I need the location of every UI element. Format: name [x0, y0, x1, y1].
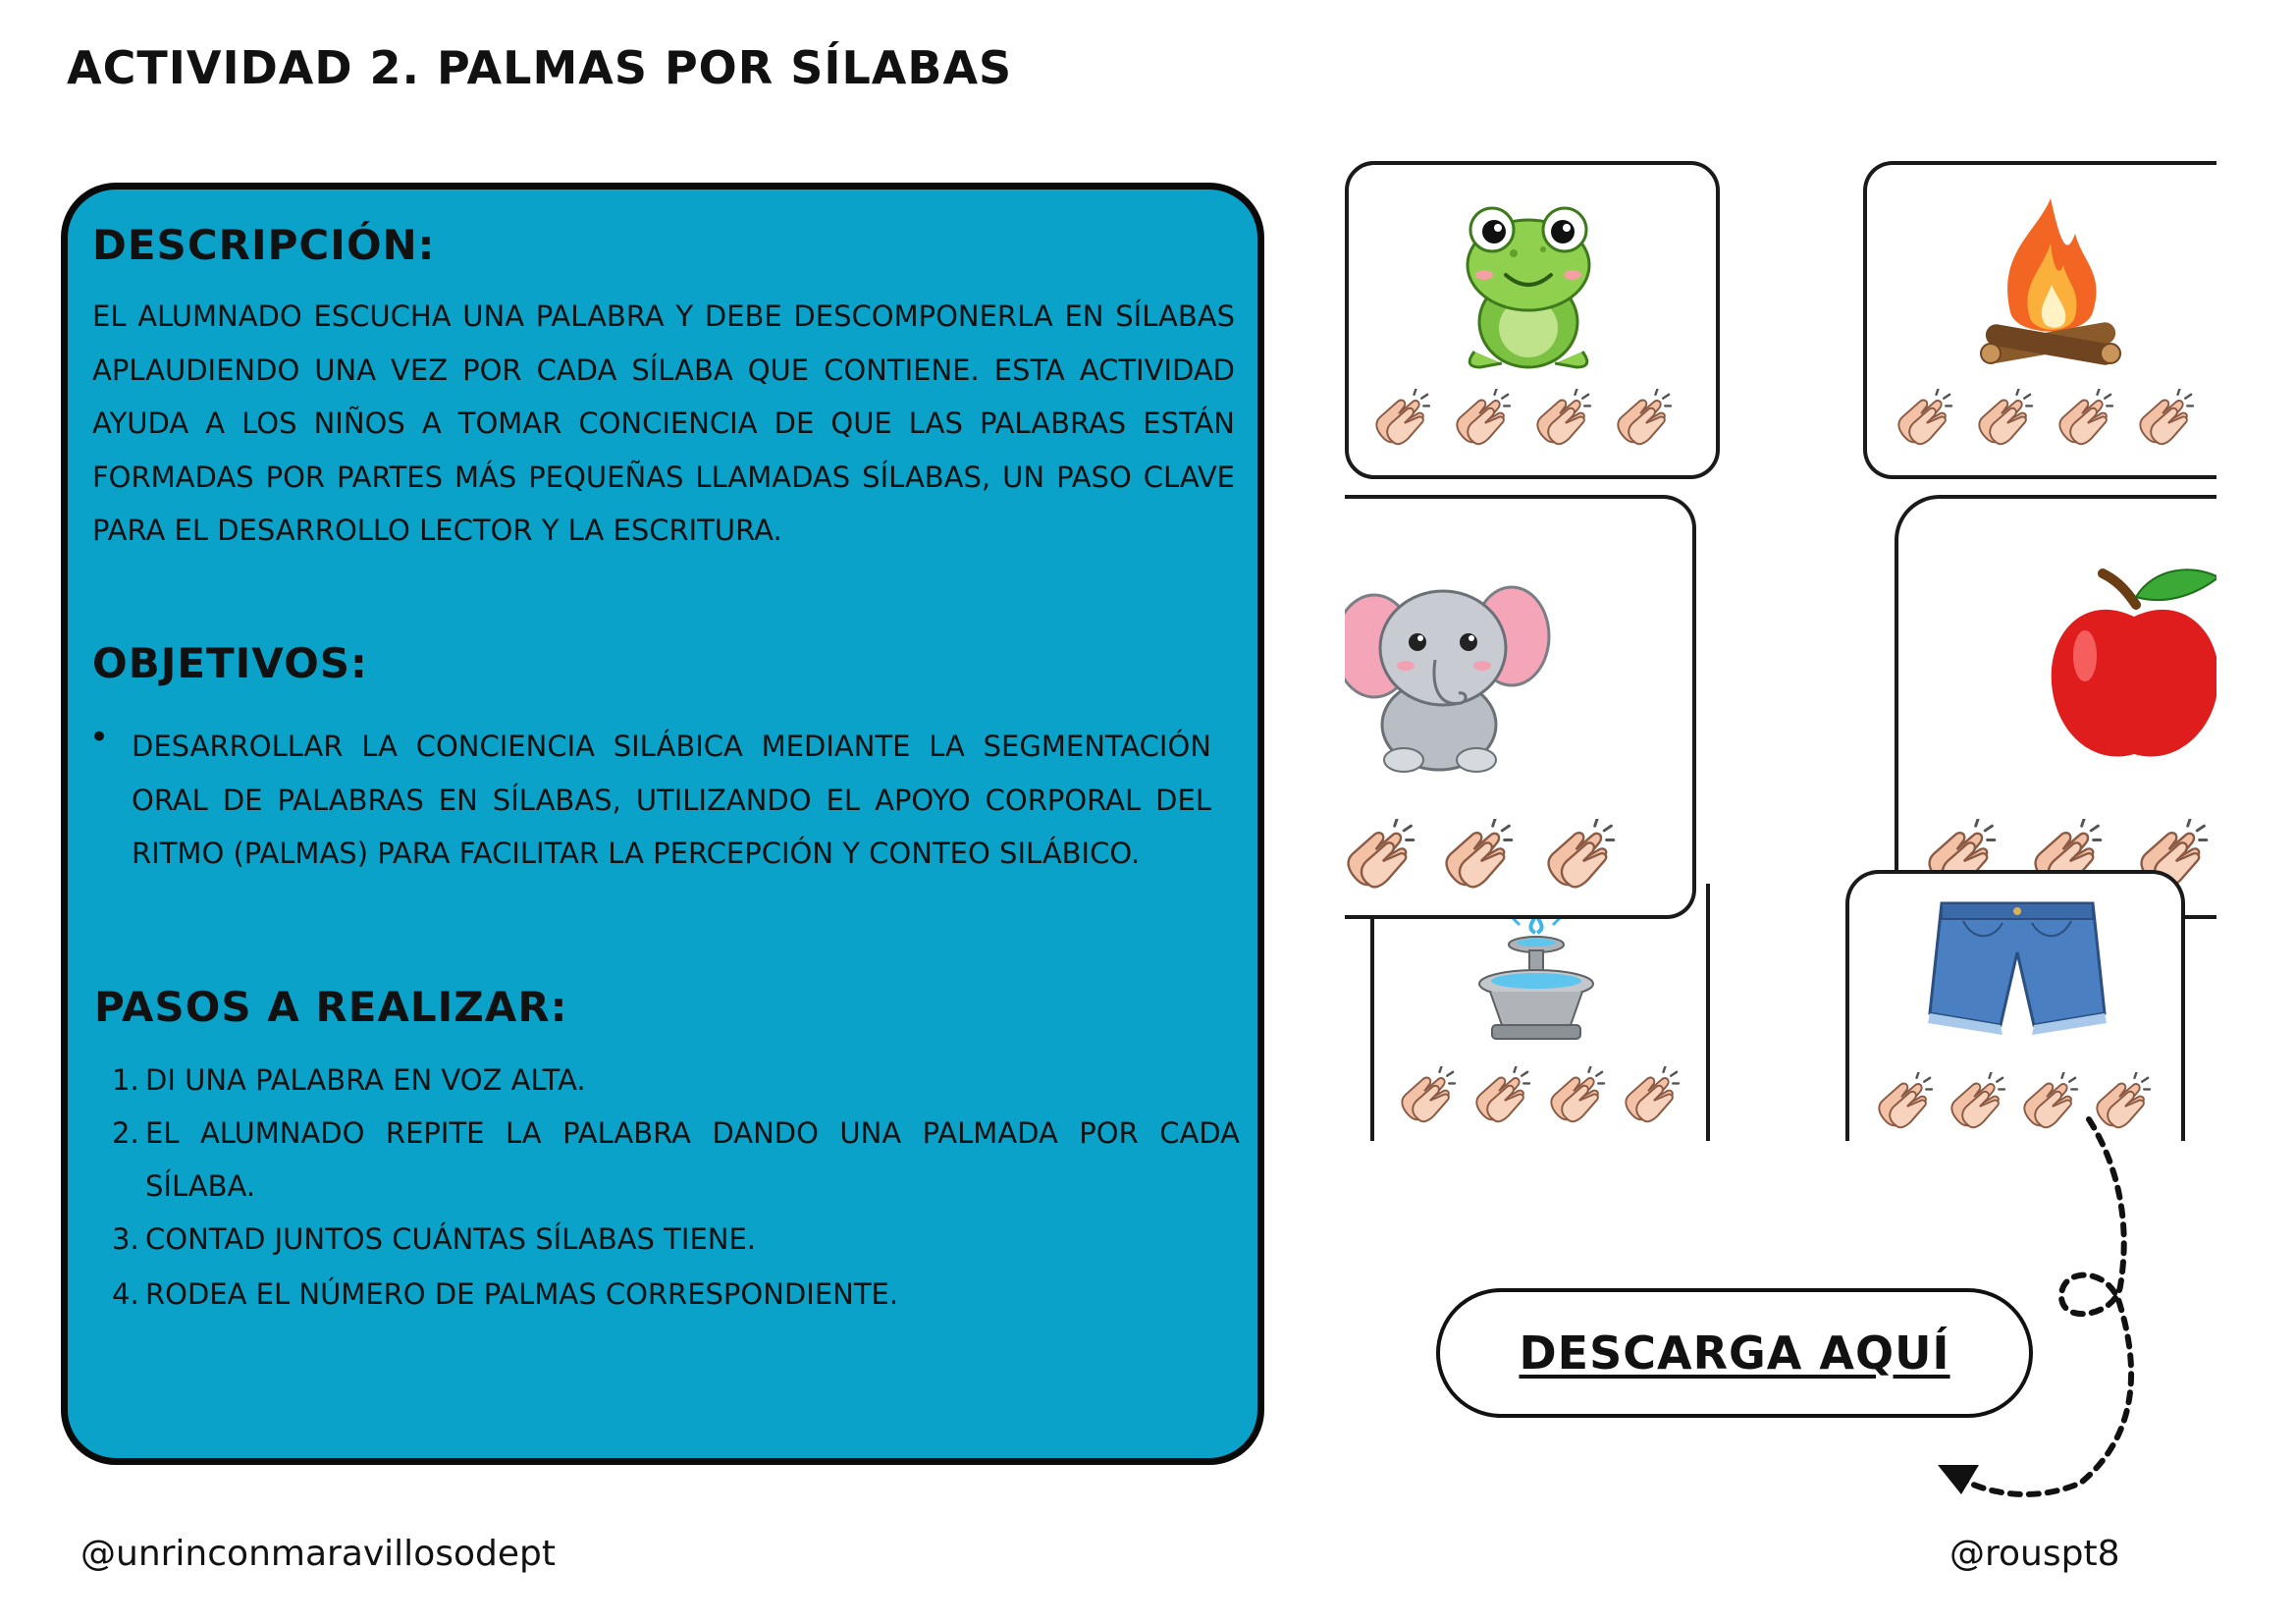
clap-icon	[2050, 389, 2118, 448]
paso-item	[112, 1268, 1241, 1321]
syllable-card-campfire	[1863, 161, 2216, 479]
clap-icon	[1435, 819, 1518, 892]
paso-item	[112, 1054, 1241, 1107]
clap-icon	[1541, 1066, 1610, 1125]
clap-icon	[1616, 1066, 1684, 1125]
syllable-card-fountain	[1370, 884, 1710, 1141]
pasos-heading: PASOS A REALIZAR:	[94, 983, 568, 1031]
clap-icon	[1345, 819, 1419, 892]
activity-info-card	[61, 183, 1264, 1465]
clap-icon	[1366, 389, 1435, 448]
syllable-card-elephant	[1345, 495, 1696, 919]
paso-number: 2.	[112, 1116, 139, 1150]
clap-icon	[2130, 389, 2199, 448]
paso-text: RODEA EL NÚMERO DE PALMAS CORRESPONDIENTE.	[145, 1277, 899, 1311]
syllable-card-frog	[1345, 161, 1720, 479]
clap-icon	[1527, 389, 1596, 448]
paso-text: EL ALUMNADO REPITE LA PALABRA DANDO UNA PALMADA POR CADA SÍLABA.	[145, 1116, 1240, 1203]
clap-icon	[1447, 389, 1516, 448]
paso-number: 3.	[112, 1222, 139, 1256]
fountain-icon	[1472, 909, 1600, 1043]
descripcion-text: EL ALUMNADO ESCUCHA UNA PALABRA Y DEBE DESCOMPONERLA EN SÍLABAS APLAUDIENDO UNA VEZ POR CADA SÍLABA QUE CONTIENE. ESTA ACTIVIDAD AYUDA A LOS NIÑOS A TOMAR CONCIENCIA DE QUE LAS PALABRAS ESTÁN FORMADAS POR PARTES MÁS PEQUEÑAS LLAMADAS SÍLABAS, UN PASO CLAVE PARA EL DESARROLLO LECTOR Y LA ESCRITURA.	[92, 299, 1235, 547]
shorts-icon	[1924, 897, 2110, 1035]
paso-number: 1.	[112, 1063, 139, 1097]
elephant-icon	[1345, 577, 1553, 774]
descripcion-heading: DESCRIPCIÓN:	[92, 221, 436, 269]
apple-icon	[2046, 558, 2216, 774]
clap-icon	[1537, 819, 1620, 892]
handle-left: @unrinconmaravillosodept	[80, 1534, 556, 1574]
paso-item	[112, 1107, 1241, 1213]
page-title: ACTIVIDAD 2. PALMAS POR SÍLABAS	[67, 41, 1013, 94]
objetivos-heading: OBJETIVOS:	[92, 639, 368, 687]
objetivo-item: DESARROLLAR LA CONCIENCIA SILÁBICA MEDIANTE LA SEGMENTACIÓN ORAL DE PALABRAS EN SÍLABAS, UTILIZANDO EL APOYO CORPORAL DEL RITMO (PALMAS) PARA FACILITAR LA PERCEPCIÓN Y CONTEO SILÁBICO.	[132, 730, 1211, 870]
syllable-card-shorts	[1845, 870, 2185, 1141]
paso-item	[112, 1213, 1241, 1266]
clap-icon	[1392, 1066, 1461, 1125]
download-button[interactable]	[1436, 1288, 2033, 1418]
handle-right: @rouspt8	[1949, 1534, 2120, 1574]
clap-icon	[1889, 389, 1957, 448]
clap-icon	[1608, 389, 1677, 448]
syllable-card-apple	[1895, 495, 2216, 919]
bullet-dot: •	[89, 718, 110, 757]
download-button-label: DESCARGA AQUÍ	[1519, 1326, 1950, 1380]
campfire-icon	[1977, 194, 2124, 381]
paso-text: DI UNA PALABRA EN VOZ ALTA.	[145, 1063, 586, 1097]
clap-icon	[1467, 1066, 1535, 1125]
paso-text: CONTAD JUNTOS CUÁNTAS SÍLABAS TIENE.	[145, 1222, 756, 1256]
paso-number: 4.	[112, 1277, 139, 1311]
clap-icon	[1969, 389, 2038, 448]
frog-icon	[1455, 204, 1602, 373]
